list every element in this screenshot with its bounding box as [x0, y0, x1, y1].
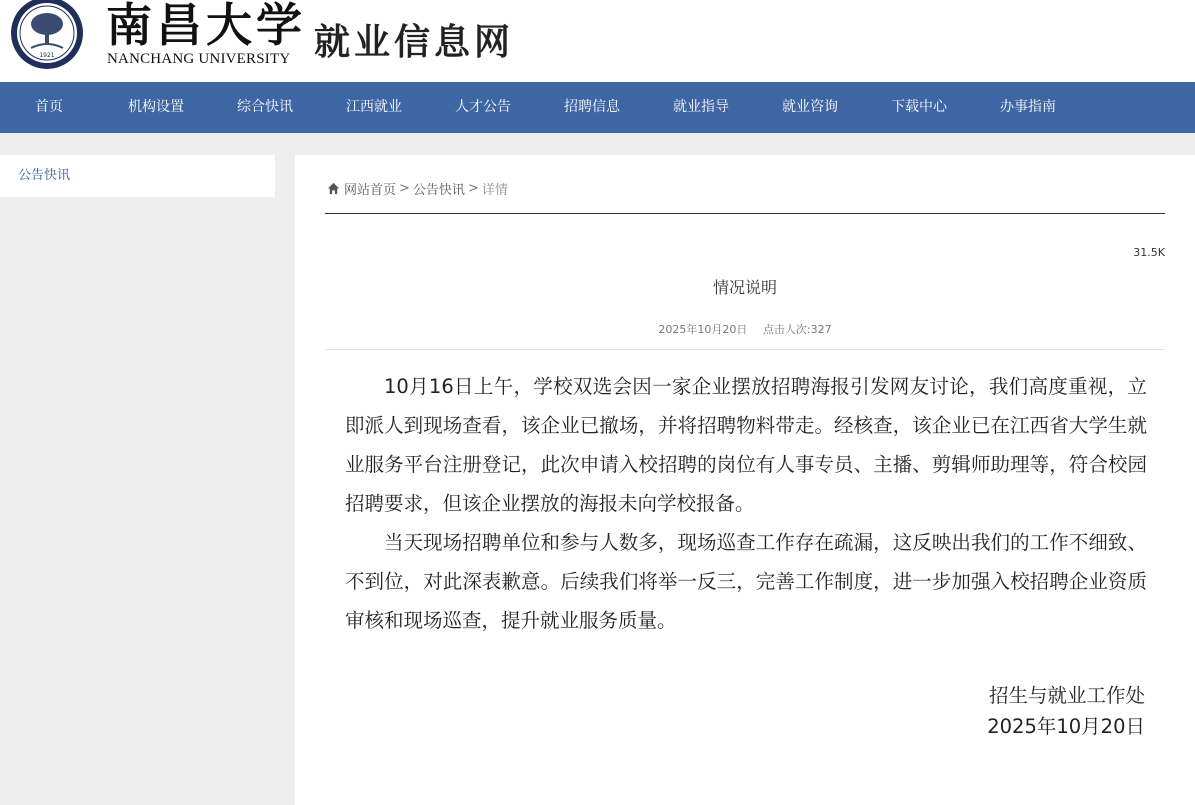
site-title[interactable]: 就业信息网 [314, 21, 515, 63]
university-name-en: NANCHANG UNIVERSITY [107, 51, 291, 67]
sidebar [0, 155, 275, 197]
sidebar-item-announcements[interactable]: 公告快讯 [18, 168, 71, 183]
article-paragraph: 当天现场招聘单位和参与人数多，现场巡查工作存在疏漏，这反映出我们的工作不细致、不到位，对此深表歉意。后续我们将举一反三，完善工作制度，进一步加强入校招聘企业资质审核和现场巡查，提升就业服务质量。 [345, 531, 1147, 632]
nav-jiangxi-employment[interactable]: 江西就业 [346, 99, 402, 115]
nav-service-guide[interactable]: 办事指南 [1000, 99, 1056, 115]
signature-date: 2025年10月20日 [987, 715, 1145, 738]
site-header [0, 0, 1195, 82]
signature-org: 招生与就业工作处 [988, 684, 1145, 707]
article-body [345, 367, 1147, 640]
nav-career-consulting[interactable]: 就业咨询 [782, 99, 838, 115]
article-size: 31.5K [1133, 246, 1165, 259]
article-paragraph: 10月16日上午，学校双选会因一家企业摆放招聘海报引发网友讨论，我们高度重视，立即派人到现场查看，该企业已撤场，并将招聘物料带走。经核查，该企业已在江西省大学生就业服务平台注册登记，此次申请入校招聘的岗位有人事专员、主播、剪辑师助理等，符合校园招聘要求，但该企业摆放的海报未向学校报备。 [345, 375, 1147, 515]
university-name-cn[interactable]: 南昌大学 [106, 0, 306, 52]
breadcrumb [327, 179, 508, 198]
svg-text:1921: 1921 [39, 52, 55, 59]
breadcrumb-separator: > [399, 181, 410, 196]
breadcrumb-home-link[interactable]: 网站首页 [344, 183, 397, 198]
breadcrumb-section-link[interactable]: 公告快讯 [412, 183, 465, 198]
meta-divider [325, 349, 1165, 350]
article-panel [295, 155, 1195, 805]
nav-downloads[interactable]: 下载中心 [891, 99, 947, 115]
nav-home[interactable]: 首页 [35, 99, 63, 115]
breadcrumb-current: 详情 [481, 183, 508, 198]
university-emblem-icon[interactable] [9, 0, 85, 70]
nav-news[interactable]: 综合快讯 [237, 99, 293, 115]
home-icon [327, 182, 340, 195]
article-views: 点击人次:327 [762, 323, 832, 336]
article-signature [987, 680, 1145, 742]
nav-talent-notices[interactable]: 人才公告 [455, 99, 511, 115]
article-meta [325, 321, 1165, 337]
breadcrumb-separator: > [467, 181, 479, 196]
article-date: 2025年10月20日 [658, 323, 748, 336]
main-nav [0, 82, 1195, 133]
nav-recruitment-info[interactable]: 招聘信息 [564, 99, 620, 115]
nav-organization[interactable]: 机构设置 [128, 99, 184, 115]
breadcrumb-divider [325, 213, 1165, 214]
nav-career-guidance[interactable]: 就业指导 [673, 99, 729, 115]
article-title: 情况说明 [712, 278, 777, 297]
